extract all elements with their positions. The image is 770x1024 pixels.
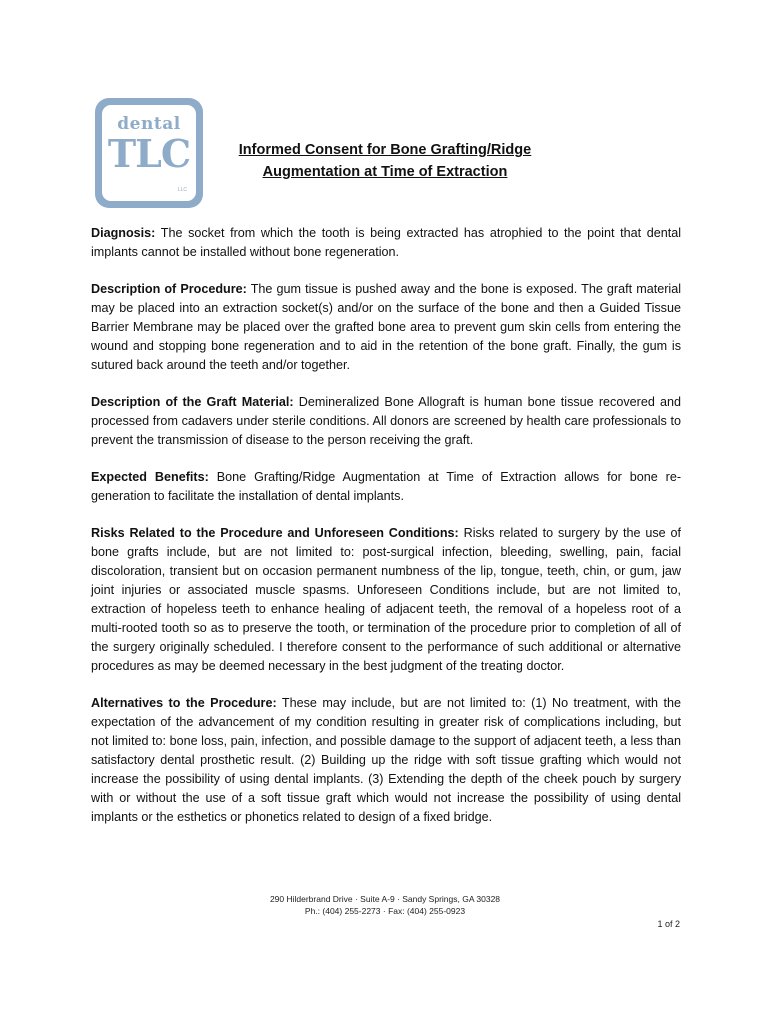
logo-word: dental [117, 114, 181, 134]
section-heading: Description of Procedure: [91, 282, 247, 296]
section-procedure-description [91, 280, 681, 375]
section-text: The gum tissue is pushed away and the bone is exposed. The graft material may be placed into an extraction socket(s) and/or on the surface of the bone and then a Guided Tissue Barrier Membrane may be placed over the grafted bone area to prevent gum skin cells from entering the wound and stopping bone regeneration and to aid in the retention of the bone graft. Finally, the gum is sutured back around the teeth and/or together. [91, 282, 682, 372]
logo-brand: TLC [107, 131, 191, 176]
logo-trademark: LLC [177, 187, 187, 193]
section-heading: Diagnosis: [91, 226, 156, 240]
section-expected-benefits [91, 468, 681, 506]
title-line-1: Informed Consent for Bone Grafting/Ridge [238, 142, 532, 158]
section-heading: Expected Benefits: [91, 470, 209, 484]
section-risks [91, 524, 681, 676]
section-graft-material [91, 393, 681, 450]
section-heading: Risks Related to the Procedure and Unforeseen Conditions: [91, 526, 459, 540]
section-diagnosis [91, 224, 681, 262]
section-heading: Alternatives to the Procedure: [91, 696, 277, 710]
title-line-2: Augmentation at Time of Extraction [262, 164, 508, 180]
page-footer [0, 893, 770, 917]
footer-phone-fax: Ph.: (404) 255-2273 · Fax: (404) 255-0923 [304, 906, 466, 916]
document-title [215, 139, 555, 183]
section-text: The socket from which the tooth is being extracted has atrophied to the point that dental implants cannot be installed without bone regeneration. [91, 226, 682, 259]
document-body [91, 224, 681, 845]
section-text: Risks related to surgery by the use of bone grafts include, but are not limited to: post-surgical infection, bleeding, swelling, pain, facial discoloration, transient but on occasion permanent numbness of the lip, tongue, teeth, chin, or gum, jaw joint injuries or associated muscle spasms. Unforeseen Conditions include, but are not limited to, extraction of hopeless teeth to enhance healing of adjacent teeth, the removal of a hopeless root of a multi-rooted tooth so as to preserve the tooth, or termination of the procedure prior to completion of all of the surgery originally scheduled. I therefore consent to the performance of such additional or alternative procedures as may be deemed necessary in the best judgment of the treating doctor. [91, 526, 681, 673]
dental-tlc-logo [95, 98, 203, 208]
section-heading: Description of the Graft Material: [91, 395, 294, 409]
section-text: Bone Grafting/Ridge Augmentation at Time of Extraction allows for bone re-generation to facilitate the installation of dental implants. [91, 470, 682, 503]
page-number: 1 of 2 [657, 919, 680, 929]
section-alternatives [91, 694, 681, 827]
logo-inner-panel [102, 105, 196, 201]
footer-address: 290 Hilderbrand Drive · Suite A-9 · Sandy Springs, GA 30328 [269, 894, 501, 904]
section-text: Demineralized Bone Allograft is human bone tissue recovered and processed from cadavers under sterile conditions. All donors are screened by health care professionals to prevent the transmission of disease to the person receiving the graft. [91, 395, 682, 447]
section-text: These may include, but are not limited to: (1) No treatment, with the expectation of the advancement of my condition resulting in greater risk of complications including, but not limited to: bone loss, pain, infection, and possible damage to the support of adjacent teeth, a less than satisfactory dental prosthetic result. (2) Building up the ridge with soft tissue grafting which would not increase the possibility of using dental implants. (3) Extending the depth of the cheek pouch by surgery with or without the use of a soft tissue graft which would not increase the possibility of using dental implants or the esthetics or phonetics related to design of a fixed bridge. [91, 696, 682, 824]
